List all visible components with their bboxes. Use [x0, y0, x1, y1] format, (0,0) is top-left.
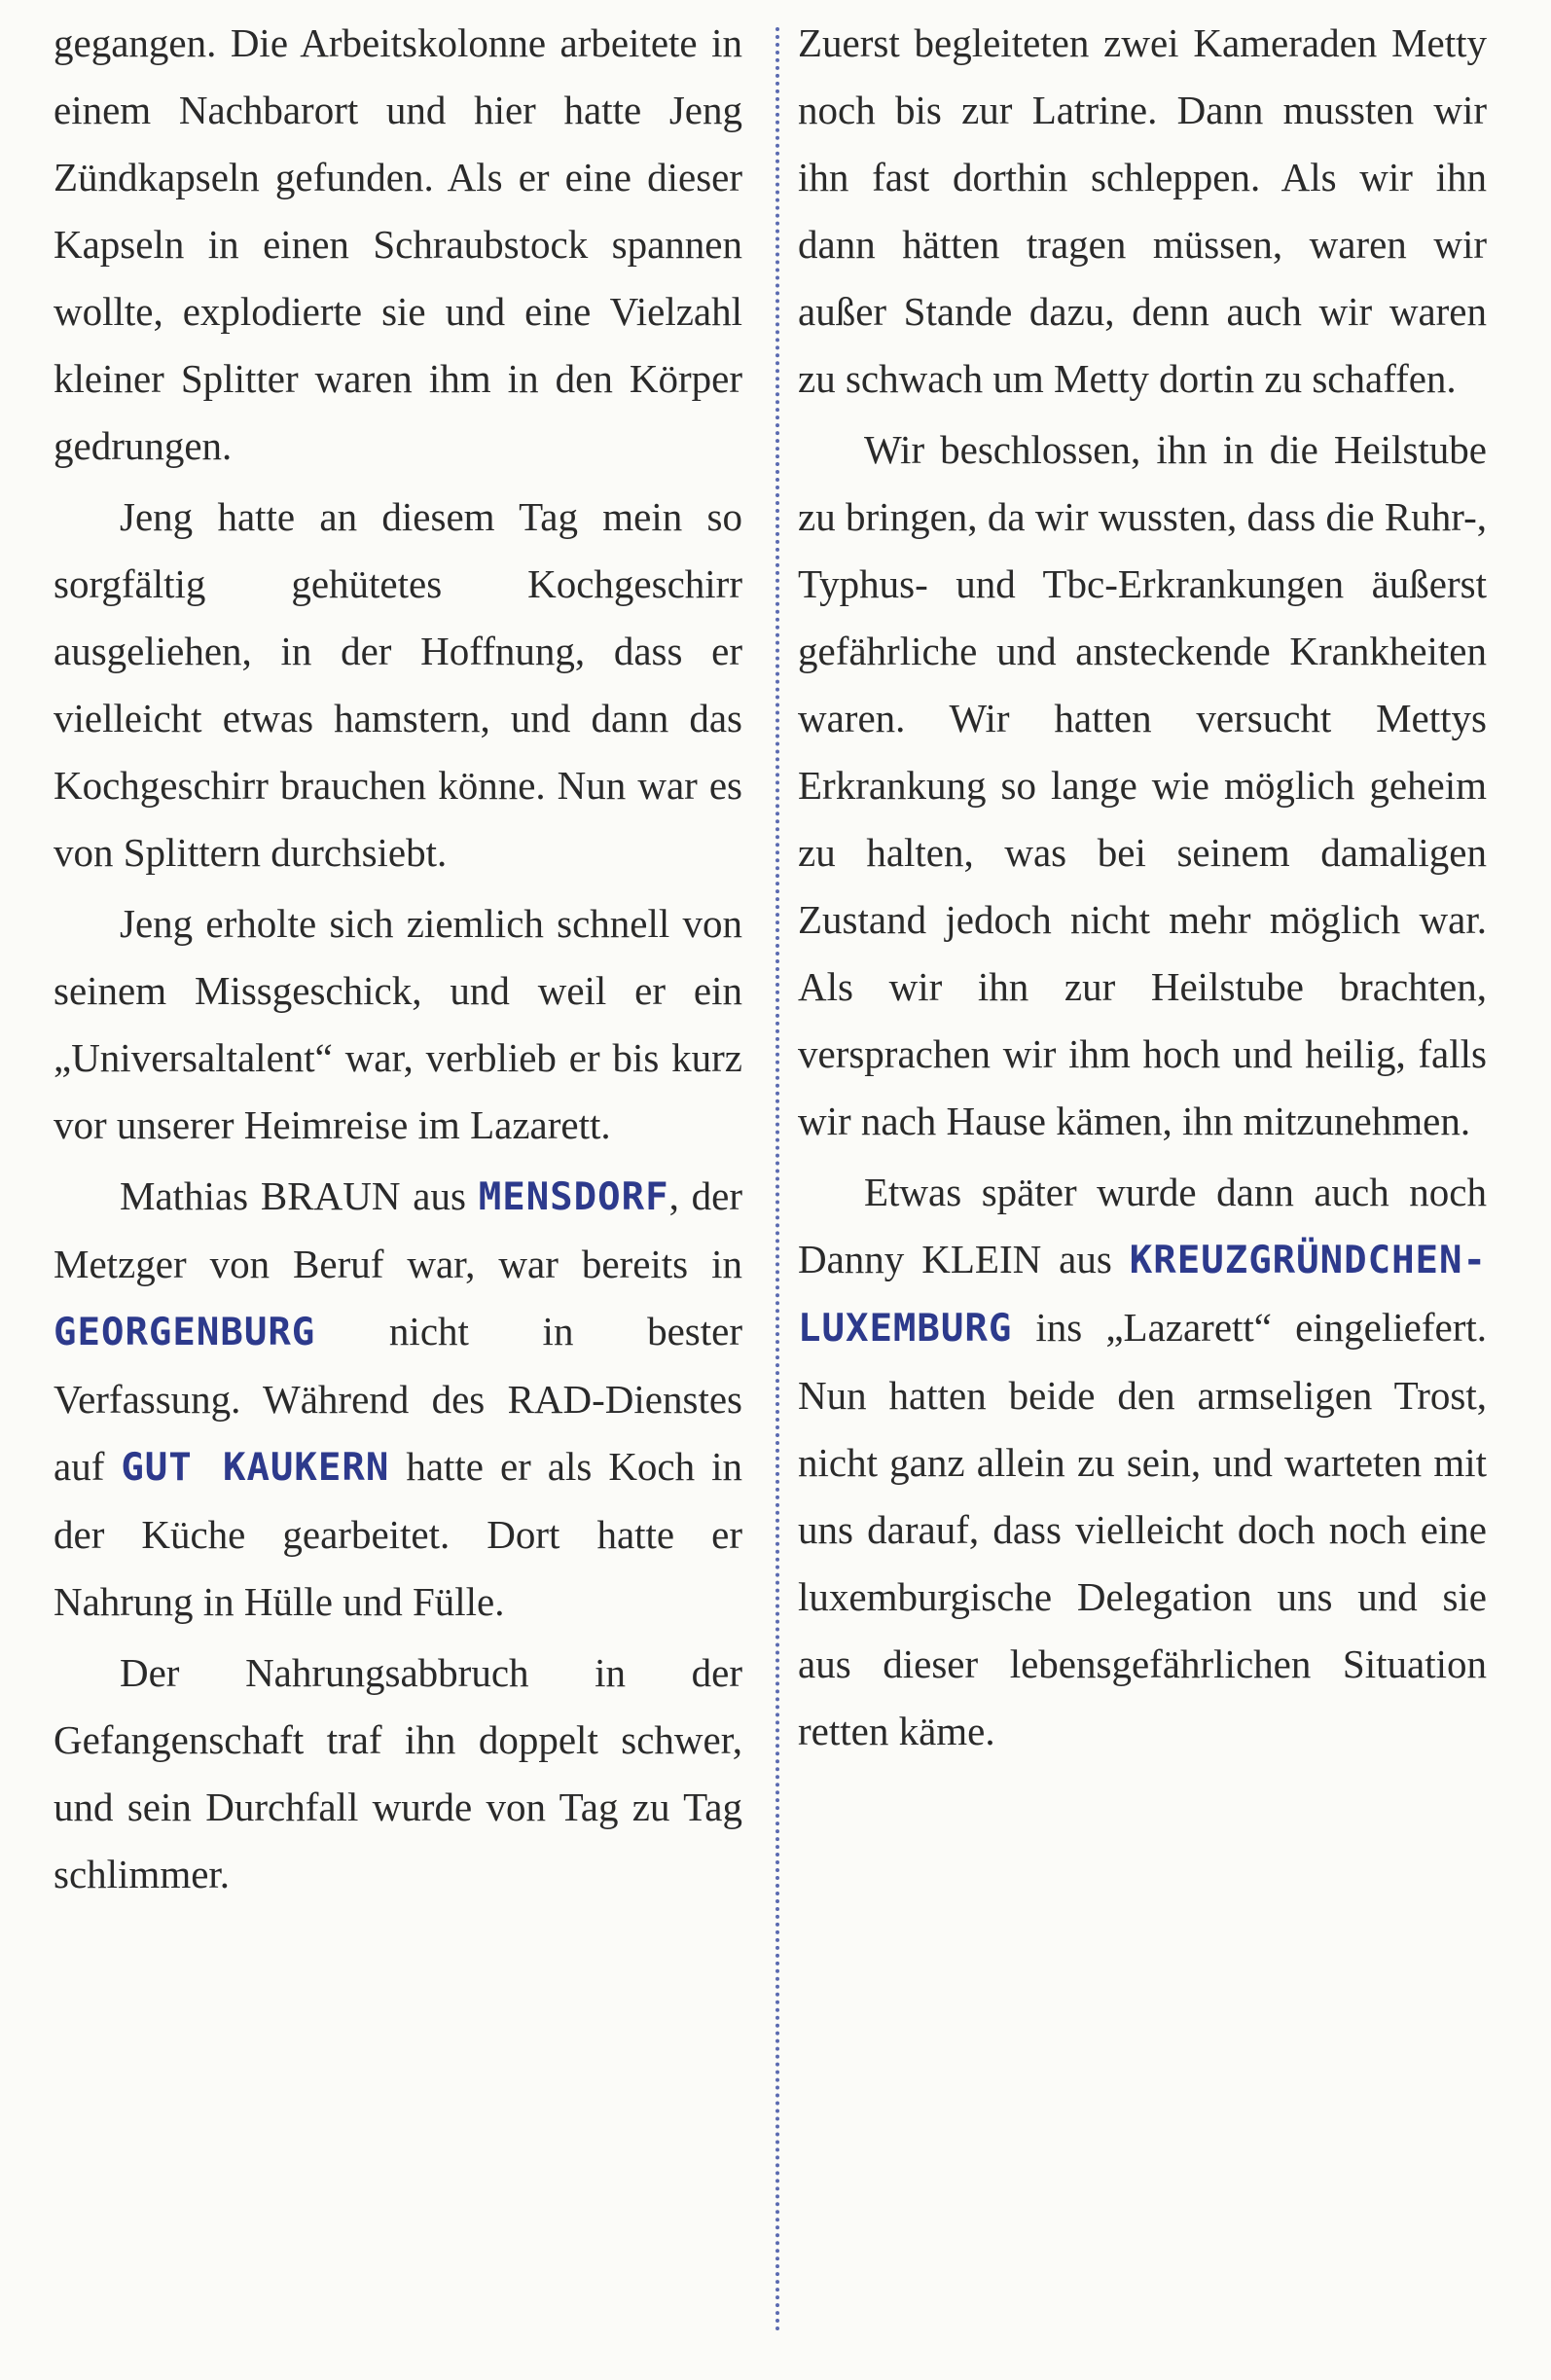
text-run: hatte er als Koch in der Küche gearbeitet. Dort hatte er Nahrung in Hülle und Fülle. — [54, 1444, 742, 1624]
paragraph: Der Nahrungsabbruch in der Gefangenschaft traf ihn doppelt schwer, und sein Durchfall wurde von Tag zu Tag schlimmer. — [54, 1650, 742, 1896]
column-divider — [776, 27, 779, 2333]
paragraph: Zuerst begleiteten zwei Kameraden Metty noch bis zur Latrine. Dann mussten wir ihn fast dorthin schleppen. Als wir ihn dann hätten tragen müssen, waren wir außer Stande dazu, denn auch wir waren zu schwach um Metty dortin zu schaffen. — [798, 20, 1487, 401]
text-run: nicht in bester Verfassung. Während des RAD-Dienstes auf — [54, 1309, 742, 1489]
place-name: GUT KAUKERN — [121, 1446, 390, 1490]
paragraph — [54, 1163, 742, 1636]
paragraph — [798, 1159, 1487, 1765]
paragraph: Wir beschlossen, ihn in die Heilstube zu bringen, da wir wussten, dass die Ruhr-, Typhus- und Tbc-Erkrankungen äußerst gefährliche und ansteckende Krankheiten waren. Wir hatten versucht Mettys Erkrankung so lange wie möglich geheim zu halten, was bei seinem damaligen Zustand jedoch nicht mehr möglich war. Als wir ihn zur Heilstube brachten, versprachen wir ihm hoch und heilig, falls wir nach Hause kämen, ihn mitzunehmen. — [798, 427, 1487, 1143]
text-run: , der Metzger von Beruf war, war bereits in — [54, 1173, 742, 1286]
text-run: ins „Lazarett“ eingeliefert. Nun hatten beide den armseligen Trost, nicht ganz allein zu sein, und warteten mit uns darauf, dass vielleicht doch noch eine luxemburgische Delegation uns und sie aus dieser lebensgefährlichen Situation retten käme. — [798, 1305, 1487, 1753]
left-column — [54, 10, 742, 1912]
text-run: Mathias BRAUN aus — [120, 1173, 479, 1218]
paragraph: Jeng erholte sich ziemlich schnell von seinem Missgeschick, und weil er ein „Universaltalent“ war, verblieb er bis kurz vor unserer Heimreise im Lazarett. — [54, 901, 742, 1147]
place-name: MENSDORF — [478, 1175, 669, 1219]
right-column — [798, 10, 1487, 1769]
place-name: KREUZGRÜNDCHEN-LUXEMBURG — [798, 1239, 1487, 1351]
paragraph: gegangen. Die Arbeitskolonne arbeitete in einem Nachbarort und hier hatte Jeng Zündkapseln gefunden. Als er eine dieser Kapseln in einen Schraubstock spannen wollte, explodierte sie und eine Vielzahl kleiner Splitter waren ihm in den Körper gedrungen. — [54, 20, 742, 468]
text-run: Etwas später wurde dann auch noch Danny KLEIN aus — [798, 1170, 1487, 1281]
paragraph: Jeng hatte an diesem Tag mein so sorgfältig gehütetes Kochgeschirr ausgeliehen, in der Hoffnung, dass er vielleicht etwas hamstern, und dann das Kochgeschirr brauchen könne. Nun war es von Splittern durchsiebt. — [54, 494, 742, 875]
place-name: GEORGENBURG — [54, 1311, 316, 1354]
